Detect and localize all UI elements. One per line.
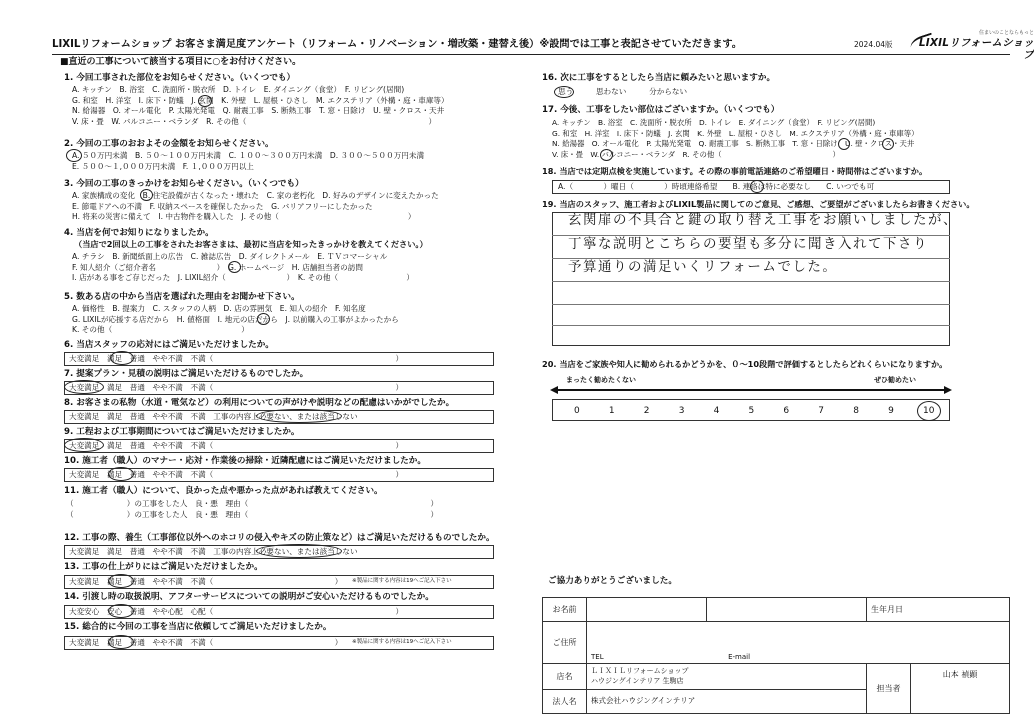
q19-handwritten-comment: 玄関扉の不具合と鍵の取り替え工事をお願いしましたが、 bbox=[568, 212, 958, 228]
q8-selected-mark bbox=[256, 409, 342, 423]
q20-score-6[interactable]: 6 bbox=[783, 406, 790, 416]
store-value: ＬＩＸＩＬリフォームショップ ハウジングインテリア 生駒店 bbox=[587, 664, 867, 690]
q9-title: 9. 工程および工事期間についてはご満足いただけましたか。 bbox=[64, 427, 300, 437]
q16-title: 16. 次に工事をするとしたら当店に頼みたいと思いますか。 bbox=[542, 73, 776, 83]
email-label: E-mail bbox=[728, 652, 751, 661]
q18-selected-mark bbox=[750, 180, 764, 193]
staff-label: 担当者 bbox=[867, 664, 911, 714]
q5-options[interactable] bbox=[72, 304, 399, 336]
q17-selected-mark-u bbox=[882, 138, 894, 150]
q20-selected-mark bbox=[917, 401, 941, 421]
q3-line[interactable]: A. 家族構成の変化 B. 住宅設備が古くなった・壊れた C. 家の老朽化 D. 好みのデザインに変えたかった bbox=[72, 191, 439, 200]
q17-title: 17. 今後、工事をしたい部位はございますか。（いくつでも） bbox=[542, 105, 780, 115]
staff-value: 山本 禎顕 bbox=[911, 664, 1010, 714]
q2-selected-mark bbox=[66, 149, 82, 162]
q11-fields[interactable] bbox=[66, 499, 438, 520]
q17-selected-mark-w bbox=[600, 149, 613, 161]
q3-line[interactable]: E. 節電ドアへの不満 F. 収納スペースを確保したかった G. バリアフリーにしたかった bbox=[72, 201, 373, 211]
q9-rating[interactable]: 大変満足 満足 普通 やや不満 不満（ ） bbox=[64, 439, 494, 453]
q8-rating[interactable]: 大変満足 満足 普通 やや不満 不満 工事の内容上必要ない、または該当しない bbox=[64, 410, 494, 424]
q4-options[interactable] bbox=[72, 252, 414, 284]
q1-line[interactable]: G. 和室 H. 洋室 I. 床下・防蟻 J. 玄関 K. 外壁 L. 屋根・ひさし M. エクステリア（外構・庭・車庫等） bbox=[72, 95, 449, 105]
q16-options[interactable]: 思う 思わない 分からない bbox=[558, 87, 688, 96]
q19-line bbox=[552, 325, 950, 326]
q17-line[interactable]: G. 和室 H. 洋室 I. 床下・防蟻 J. 玄関 K. 外壁 L. 屋根・ひさし M. エクステリア（外構・庭・車庫等） bbox=[552, 128, 919, 138]
q20-score-3[interactable]: 3 bbox=[678, 406, 685, 416]
q20-score-5[interactable]: 5 bbox=[748, 406, 755, 416]
q13-rating[interactable]: 大変満足 満足 普通 やや不満 不満（ ） bbox=[64, 575, 494, 589]
q2-line[interactable]: E. ５００～１,０００万円未満 F. １,０００万円以上 bbox=[72, 161, 254, 171]
tel-label: TEL bbox=[591, 652, 604, 661]
survey-title: LIXILリフォームショップ お客さま満足度アンケート（リフォーム・リノベーション・増改築・建替え後）※設問では工事と表記させていただきます。 bbox=[52, 39, 742, 50]
q2-line[interactable]: A. ５０万円未満 B. ５０～１００万円未満 C. １００～３００万円未満 D. ３００～５００万円未満 bbox=[72, 151, 425, 160]
q14-title: 14. 引渡し時の取扱説明、アフターサービスについての説明がご安心いただけるものでしたか。 bbox=[64, 592, 434, 602]
q6-rating[interactable]: 大変満足 満足 普通 やや不満 不満（ ） bbox=[64, 352, 494, 366]
store-label: 店名 bbox=[543, 664, 587, 690]
q20-score-1[interactable]: 1 bbox=[608, 406, 615, 416]
q6-title: 6. 当店スタッフの応対にはご満足いただけましたか。 bbox=[64, 340, 274, 350]
q19-handwritten-comment: 丁寧な説明とこちらの要望も多分に聞き入れて下さり bbox=[568, 236, 928, 252]
q3-title: 3. 今回の工事のきっかけをお知らせください。（いくつでも） bbox=[64, 179, 304, 189]
q8-title: 8. お客さまの私物（水道・電気など）の利用についての声がけや説明などの配慮はいかがでしたか。 bbox=[64, 398, 455, 408]
q12-rating[interactable]: 大変満足 満足 普通 やや不満 不満 工事の内容上必要ない、または該当しない bbox=[64, 545, 494, 559]
customer-info-table bbox=[542, 597, 1010, 714]
q20-score-10[interactable]: 10 bbox=[923, 406, 935, 416]
q15-note: ※製品に関する内容は19へご記入下さい bbox=[352, 639, 452, 645]
name-field[interactable] bbox=[587, 598, 707, 622]
q5-line[interactable]: A. 価格性 B. 提案力 C. スタッフの人柄 D. 店の雰囲気 E. 知人の紹介 F. 知名度 bbox=[72, 304, 366, 313]
q13-selected-mark bbox=[108, 574, 134, 588]
q18-title: 18. 当店では定期点検を実施しています。その際の事前電話連絡のご希望曜日・時間帯はございますか。 bbox=[542, 166, 928, 176]
q1-line[interactable]: A. キッチン B. 浴室 C. 洗面所・脱衣所 D. トイレ E. ダイニング（食堂） F. リビング(居間) bbox=[72, 85, 405, 94]
q4-selected-mark bbox=[228, 261, 241, 273]
q17-line[interactable]: V. 床・畳 W. バルコニー・ベランダ R. その他（ ） bbox=[552, 149, 840, 159]
q5-line[interactable]: G. LIXILが応援する店だから H. 値格面 I. 地元の店だから J. 以前購入の工事がよかったから bbox=[72, 314, 399, 324]
q17-line[interactable]: N. 給湯器 O. オール電化 P. 太陽光発電 Q. 耐震工事 S. 断熱工事 T. 窓・日除け U. 壁・クロス・天井 bbox=[552, 139, 915, 149]
q10-rating[interactable]: 大変満足 満足 普通 やや不満 不満（ ） bbox=[64, 468, 494, 482]
corp-label: 法人名 bbox=[543, 690, 587, 714]
q20-score-2[interactable]: 2 bbox=[643, 406, 650, 416]
name-label: お名前 bbox=[543, 598, 587, 622]
q13-title: 13. 工事の仕上がりにはご満足いただけましたか。 bbox=[64, 562, 263, 572]
q20-right-label: ぜひ勧めたい bbox=[874, 376, 916, 384]
q10-selected-mark bbox=[108, 467, 134, 481]
q19-line bbox=[552, 304, 950, 305]
q20-score-7[interactable]: 7 bbox=[818, 406, 825, 416]
q3-line[interactable]: H. 将来の災害に備えて I. 中古物件を購入した J. その他（ ） bbox=[72, 212, 416, 222]
q4-line[interactable]: A. チラシ B. 新聞紙面上の広告 C. 雑誌広告 D. ダイレクトメール E. ＴＶコマーシャル bbox=[72, 252, 388, 261]
q13-note: ※製品に関する内容は19へご記入下さい bbox=[352, 578, 452, 584]
q20-score-9[interactable]: 9 bbox=[888, 406, 894, 416]
q20-left-label: まったく勧めたくない bbox=[566, 376, 636, 384]
q11-line[interactable]: （ ）の工事をした人 良・悪 理由（ ） bbox=[66, 499, 439, 508]
q3-selected-mark bbox=[140, 189, 153, 201]
q6-selected-mark bbox=[110, 351, 134, 365]
q10-title: 10. 施工者（職人）のマナー・応対・作業後の掃除・近隣配慮にはご満足いただけましたか。 bbox=[64, 456, 426, 466]
q17-line[interactable]: A. キッチン B. 浴室 C. 洗面所・脱衣所 D. トイレ E. ダイニング（食堂） F. リビング(居間) bbox=[552, 118, 876, 127]
q17-selected-mark-t bbox=[838, 138, 850, 150]
q19-title: 19. 当店のスタッフ、施工者およびLIXIL製品に関してのご意見、ご感想、ご要望がございましたらお書きください。 bbox=[542, 199, 975, 209]
q18-options[interactable]: A.（ ）曜日（ ）時頃連絡希望 B. 連絡は特に必要なし C. いつでも可 bbox=[558, 182, 875, 191]
q11-title: 11. 施工者（職人）について、良かった点や悪かった点があれば教えてください。 bbox=[64, 486, 383, 496]
q20-score-4[interactable]: 4 bbox=[713, 406, 720, 416]
q1-title: 1. 今回工事された部位をお知らせください。（いくつでも） bbox=[64, 73, 296, 83]
q5-line[interactable]: K. その他（ ） bbox=[72, 325, 249, 335]
q4-title: 4. 当店を何でお知りになりましたか。 bbox=[64, 228, 214, 238]
q1-options[interactable] bbox=[72, 85, 449, 127]
q19-handwritten-comment: 予算通りの満足いくリフォームでした。 bbox=[568, 259, 838, 275]
corp-value: 株式会社ハウジングインテリア bbox=[587, 690, 867, 714]
q1-line[interactable]: N. 給湯器 O. オール電化 P. 太陽光発電 Q. 耐震工事 S. 断熱工事 T. 窓・日除け U. 壁・クロス・天井 bbox=[72, 106, 445, 116]
q11-line[interactable]: （ ）の工事をした人 良・悪 理由（ ） bbox=[66, 509, 439, 519]
q19-line bbox=[552, 281, 950, 282]
q2-title: 2. 今回の工事のおおよその金額をお知らせください。 bbox=[64, 139, 274, 149]
form-version-date: 2024.04版 bbox=[854, 40, 893, 49]
q20-title: 20. 当店をご家族や知人に勧められるかどうかを、０～10段階で評価するとしたらどれくらいになりますか。 bbox=[542, 359, 948, 369]
name-field-ext[interactable] bbox=[707, 598, 867, 622]
q4-subtitle: （当店で2回以上の工事をされたお客さまは、最初に当店を知ったきっかけを教えてください。） bbox=[74, 239, 428, 249]
birth-cell[interactable] bbox=[867, 598, 1010, 622]
q20-score-0[interactable]: 0 bbox=[574, 406, 580, 416]
brand-logo-text: LIXILリフォームショップ bbox=[918, 36, 1034, 62]
q1-selected-mark bbox=[198, 95, 212, 107]
brand-logo bbox=[914, 31, 1034, 62]
q15-selected-mark bbox=[108, 635, 134, 649]
q4-line[interactable]: F. 知人紹介（ご紹介者名 ） G. ホームページ H. 店舗担当者の訪問 bbox=[72, 262, 363, 272]
q12-selected-mark bbox=[256, 544, 342, 558]
q14-rating[interactable]: 大変安心 安心 普通 やや心配 心配（ ） bbox=[64, 605, 494, 619]
q4-line[interactable]: I. 店がある事をご存じだった J. LIXIL紹介（ ） K. その他（ ） bbox=[72, 273, 415, 283]
q5-title: 5. 数ある店の中から当店を選ばれた理由をお聞かせ下さい。 bbox=[64, 292, 300, 302]
q12-title: 12. 工事の際、養生（工事部位以外へのホコリの侵入やキズの防止策など）はご満足いただけるものでしたか。 bbox=[64, 533, 495, 543]
q7-rating[interactable]: 大変満足 満足 普通 やや不満 不満（ ） bbox=[64, 381, 494, 395]
q7-title: 7. 提案プラン・見積の説明はご満足いただけるものでしたか。 bbox=[64, 369, 309, 379]
q2-options[interactable] bbox=[72, 151, 424, 172]
q7-selected-mark bbox=[64, 380, 104, 394]
brand-tagline: 住まいのことならもっと bbox=[978, 30, 1034, 36]
q20-arrow bbox=[550, 385, 952, 395]
q16-selected-mark bbox=[554, 86, 574, 98]
address-label: ご住所 bbox=[543, 622, 587, 664]
instruction-text: ■直近の工事について該当する項目に○をお付けください。 bbox=[60, 57, 302, 67]
birth-label: 生年月日 bbox=[871, 604, 903, 614]
q15-rating[interactable]: 大変満足 満足 普通 やや不満 不満（ ） bbox=[64, 636, 494, 650]
q5-selected-mark bbox=[257, 313, 270, 325]
thanks-text: ご協力ありがとうございました。 bbox=[548, 576, 677, 586]
q1-line[interactable]: V. 床・畳 W. バルコニー・ベランダ R. その他（ ） bbox=[72, 116, 437, 126]
q3-options[interactable] bbox=[72, 191, 439, 223]
q14-selected-mark bbox=[108, 604, 134, 618]
q15-title: 15. 総合的に今回の工事を当店に依頼してご満足いただけましたか。 bbox=[64, 622, 332, 632]
q9-selected-mark bbox=[64, 438, 104, 452]
q20-score-8[interactable]: 8 bbox=[853, 406, 859, 416]
address-field[interactable] bbox=[587, 622, 1010, 664]
